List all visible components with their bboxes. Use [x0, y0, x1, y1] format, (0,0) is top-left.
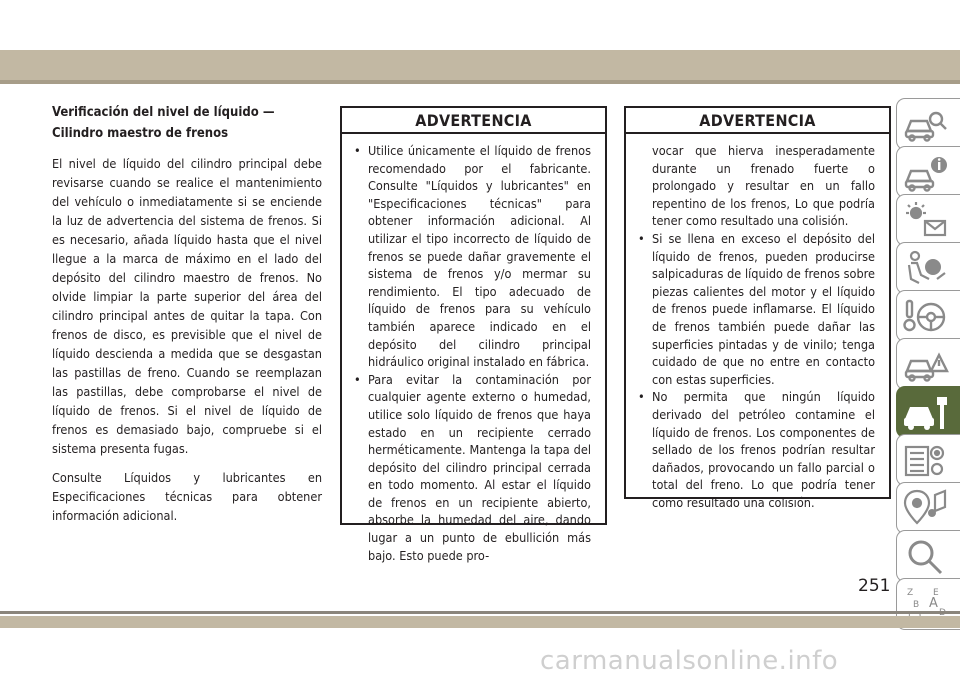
section-paragraph-1: El nivel de líquido del cilindro principal debe revisarse cuando se realice el mantenimiento del vehículo o inmediatamente si se enciende la luz de advertencia del sistema de frenos. Si es necesario, añada líquido hasta que el nivel llegue a la marca de máximo en el lado del depósito del cilindro maestro de frenos. No olvide limpiar la parte superior del área del cilindro principal antes de quitar la tapa. Con frenos de disco, es previsible que el nivel de líquido descienda a medida que se desgastan las pastillas de freno. Cuando se reemplazan las pastillas, debe comprobarse el nivel de líquido de frenos. Si el nivel de líquido de frenos es demasiado bajo, compruebe si el sistema presenta fugas.: [52, 156, 322, 456]
warning-box-1: [340, 106, 607, 563]
section-paragraph-2: Consulte Líquidos y lubricantes en Especificaciones técnicas para obtener información adicional.: [52, 470, 322, 523]
footer-band: [0, 616, 960, 628]
warning-continuation: vocar que hierva inesperadamente durante un frenado fuerte o prolongado y resultar en un fallo repentino de los frenos, Lo que podría tener como resultado una colisión.: [652, 143, 875, 229]
tab-warning-lights[interactable]: [896, 194, 960, 246]
warning-item: • Para evitar la contaminación por cualquier agente externo o humedad, utilice solo líquido de frenos que haya estado en un recipiente cerrado herméticamente. Mantenga la tapa del depósito del cilindro principal cerrada en todo momento. Al estar el líquido de frenos en un recipiente abierto, absorbe la humedad del aire, dando lugar a un punto de ebullición más bajo. Esto puede pro-: [356, 371, 591, 565]
section-title: Verificación del nivel de líquido — Cilindro maestro de frenos: [52, 105, 275, 141]
brake-fluid-section: [52, 102, 322, 535]
specifications-gear-icon: [903, 441, 949, 481]
warning-header: ADVERTENCIA: [626, 108, 889, 134]
warning-item: • Utilice únicamente el líquido de frenos recomendado por el fabricante. Consulte "Líquidos y lubricantes" en "Especificaciones técnicas" para obtener información adicional. Al utilizar el tipo incorrecto de líquido de frenos se puede dañar gravemente el sistema de frenos y/o mermar su rendimiento. El tipo adecuado de líquido de frenos para su vehículo también aparece indicado en el depósito del cilindro principal hidráulico original instalado en fábrica.: [356, 142, 591, 371]
warning-item: • No permita que ningún líquido derivado del petróleo contamine el líquido de frenos. Los componentes de sellado de los frenos podrían resultar dañados, provocando un fallo parcial o total del freno. Lo que podría tener como resultado una colisión.: [640, 388, 875, 511]
tab-index-search[interactable]: [896, 530, 960, 582]
footer-line: [0, 611, 960, 614]
multimedia-icon: [903, 489, 949, 529]
warning-header: ADVERTENCIA: [342, 108, 605, 134]
warning-box-2: [624, 106, 891, 510]
tab-car-search[interactable]: [896, 98, 960, 150]
car-search-icon: [903, 105, 949, 145]
car-wrench-icon: [903, 393, 949, 433]
tab-specifications[interactable]: [896, 434, 960, 486]
index-search-icon: [903, 537, 949, 577]
index-letter: B: [913, 600, 920, 610]
index-letter: A: [929, 596, 938, 611]
warning-lights-icon: [903, 201, 949, 241]
tab-multimedia[interactable]: [896, 482, 960, 534]
steering-wheel-icon: [903, 297, 949, 337]
watermark: carmanualsonline.info: [540, 646, 839, 676]
tab-safety[interactable]: [896, 242, 960, 294]
header-band-shadow: [0, 80, 960, 84]
index-letter: Z: [907, 588, 914, 598]
index-letter: E: [933, 588, 939, 598]
header-band: [0, 50, 960, 80]
tab-car-info[interactable]: [896, 146, 960, 198]
page-number: 251: [858, 576, 891, 596]
car-info-icon: [903, 153, 949, 193]
tab-servicing-maintenance[interactable]: [896, 386, 960, 438]
warning-item: • Si se llena en exceso el depósito del líquido de frenos, pueden producirse salpicaduras de líquido de frenos sobre piezas calientes del motor y el líquido de frenos puede inflamarse. El líquido de frenos también puede dañar las superficies pintadas y de vinilo; tenga cuidado de que no entre en contacto con estas superficies.: [640, 230, 875, 388]
tab-emergency[interactable]: [896, 338, 960, 390]
tab-starting-operating[interactable]: [896, 290, 960, 342]
safety-airbag-icon: [903, 249, 949, 289]
car-hazard-icon: [903, 345, 949, 385]
